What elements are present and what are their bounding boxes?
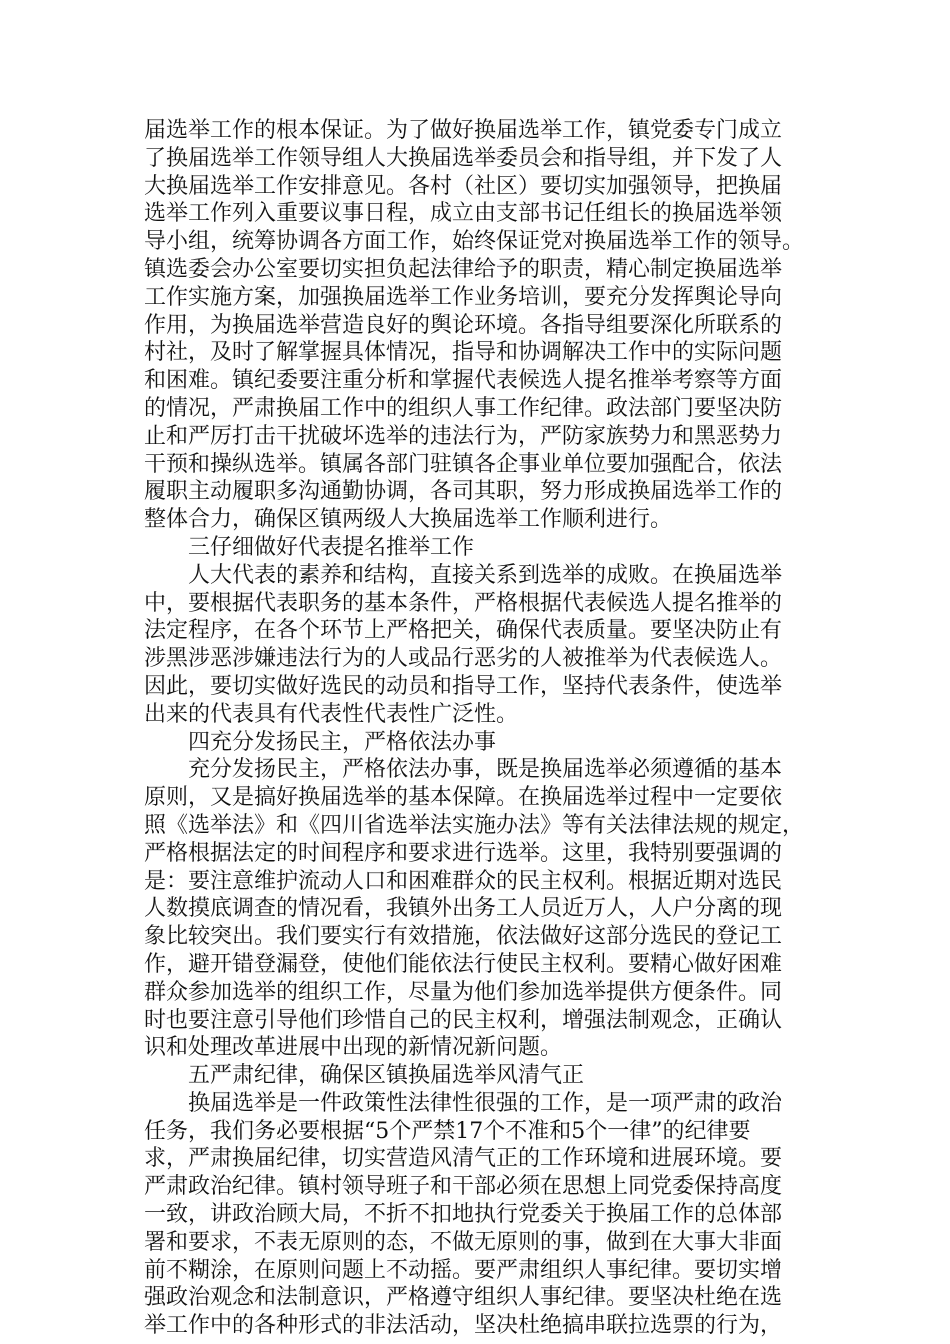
body-text-line: 届选举工作的根本保证。为了做好换届选举工作，镇党委专门成立 — [144, 118, 783, 143]
body-text-line: 中，要根据代表职务的基本条件，严格根据代表候选人提名推举的 — [144, 590, 783, 616]
body-text-line: 工作实施方案，加强换届选举工作业务培训，要充分发挥舆论导向 — [144, 284, 783, 310]
body-text-line: 作用，为换届选举营造良好的舆论环境。各指导组要深化所联系的 — [144, 312, 783, 338]
body-text-line: 求，严肃换届纪律，切实营造风清气正的工作环境和进展环境。要 — [144, 1146, 783, 1172]
body-text-line: 充分发扬民主，严格依法办事，既是换届选举必须遵循的基本 — [188, 757, 783, 783]
body-text-line: 干预和操纵选举。镇属各部门驻镇各企事业单位要加强配合，依法 — [144, 451, 783, 477]
body-text-line: 前不糊涂，在原则问题上不动摇。要严肃组织人事纪律。要切实增 — [144, 1257, 783, 1283]
body-text-line: 署和要求，不表无原则的态，不做无原则的事，做到在大事大非面 — [144, 1229, 783, 1255]
section-heading-3: 三仔细做好代表提名推举工作 — [188, 534, 475, 560]
body-text-line: 因此，要切实做好选民的动员和指导工作，坚持代表条件，使选举 — [144, 673, 783, 699]
body-text-line: 原则，又是搞好换届选举的基本保障。在换届选举过程中一定要依 — [144, 785, 783, 811]
body-text-line: 象比较突出。我们要实行有效措施，依法做好这部分选民的登记工 — [144, 924, 783, 950]
body-text-line: 履职主动履职多沟通勤协调，各司其职，努力形成换届选举工作的 — [144, 479, 783, 505]
body-text-line: 照《选举法》和《四川省选举法实施办法》等有关法律法规的规定， — [144, 812, 805, 838]
body-text-line: 出来的代表具有代表性代表性广泛性。 — [144, 701, 519, 727]
body-text-line: 选举工作列入重要议事日程，成立由支部书记任组长的换届选举领 — [144, 201, 783, 227]
body-text-line: 人数摸底调查的情况看，我镇外出务工人员近万人，人户分离的现 — [144, 896, 783, 922]
body-text-line: 严格根据法定的时间程序和要求进行选举。这里，我特别要强调的 — [144, 840, 783, 866]
body-text-line: 识和处理改革进展中出现的新情况新问题。 — [144, 1035, 563, 1061]
body-text-line: 法定程序，在各个环节上严格把关，确保代表质量。要坚决防止有 — [144, 618, 783, 644]
document-body — [144, 117, 824, 1340]
body-text-line: 是：要注意维护流动人口和困难群众的民主权利。根据近期对选民 — [144, 868, 783, 894]
body-text-line: 了换届选举工作领导组人大换届选举委员会和指导组，并下发了人 — [144, 145, 783, 171]
body-text-line: 导小组，统筹协调各方面工作，始终保证党对换届选举工作的领导。 — [144, 229, 805, 255]
body-text-line: 严肃政治纪律。镇村领导班子和干部必须在思想上同党委保持高度 — [144, 1174, 783, 1200]
body-text-line: 镇选委会办公室要切实担负起法律给予的职责，精心制定换届选举 — [144, 256, 783, 282]
body-text-line: 村社，及时了解掌握具体情况，指导和协调解决工作中的实际问题 — [144, 340, 783, 366]
section-heading-5: 五严肃纪律，确保区镇换届选举风清气正 — [188, 1063, 585, 1089]
body-text-line: 任务，我们务必要根据“5个严禁17个不准和5个一律”的纪律要 — [144, 1118, 751, 1144]
body-text-line: 换届选举是一件政策性法律性很强的工作，是一项严肃的政治 — [188, 1090, 783, 1116]
body-text-line: 作，避开错登漏登，使他们能依法行使民主权利。要精心做好困难 — [144, 951, 783, 977]
body-text-line: 和困难。镇纪委要注重分析和掌握代表候选人提名推举考察等方面 — [144, 368, 783, 394]
body-text-line: 整体合力，确保区镇两级人大换届选举工作顺利进行。 — [144, 507, 673, 533]
body-text-line: 人大代表的素养和结构，直接关系到选举的成败。在换届选举 — [188, 562, 783, 588]
body-text-line: 涉黑涉恶涉嫌违法行为的人或品行恶劣的人被推举为代表候选人。 — [144, 646, 783, 672]
section-heading-4: 四充分发扬民主，严格依法办事 — [188, 729, 497, 755]
body-text-line: 止和严厉打击干扰破坏选举的违法行为，严防家族势力和黑恶势力 — [144, 423, 783, 449]
body-text-line: 强政治观念和法制意识，严格遵守组织人事纪律。要坚决杜绝在选 — [144, 1285, 783, 1311]
body-text-line: 的情况，严肃换届工作中的组织人事工作纪律。政法部门要坚决防 — [144, 395, 783, 421]
body-text-line: 一致，讲政治顾大局，不折不扣地执行党委关于换届工作的总体部 — [144, 1202, 783, 1228]
body-text-line: 时也要注意引导他们珍惜自己的民主权利，增强法制观念，正确认 — [144, 1007, 783, 1033]
body-text-line: 大换届选举工作安排意见。各村（社区）要切实加强领导，把换届 — [144, 173, 783, 199]
body-text-line: 群众参加选举的组织工作，尽量为他们参加选举提供方便条件。同 — [144, 979, 783, 1005]
body-text-line: 举工作中的各种形式的非法活动，坚决杜绝搞串联拉选票的行为， — [144, 1313, 783, 1339]
